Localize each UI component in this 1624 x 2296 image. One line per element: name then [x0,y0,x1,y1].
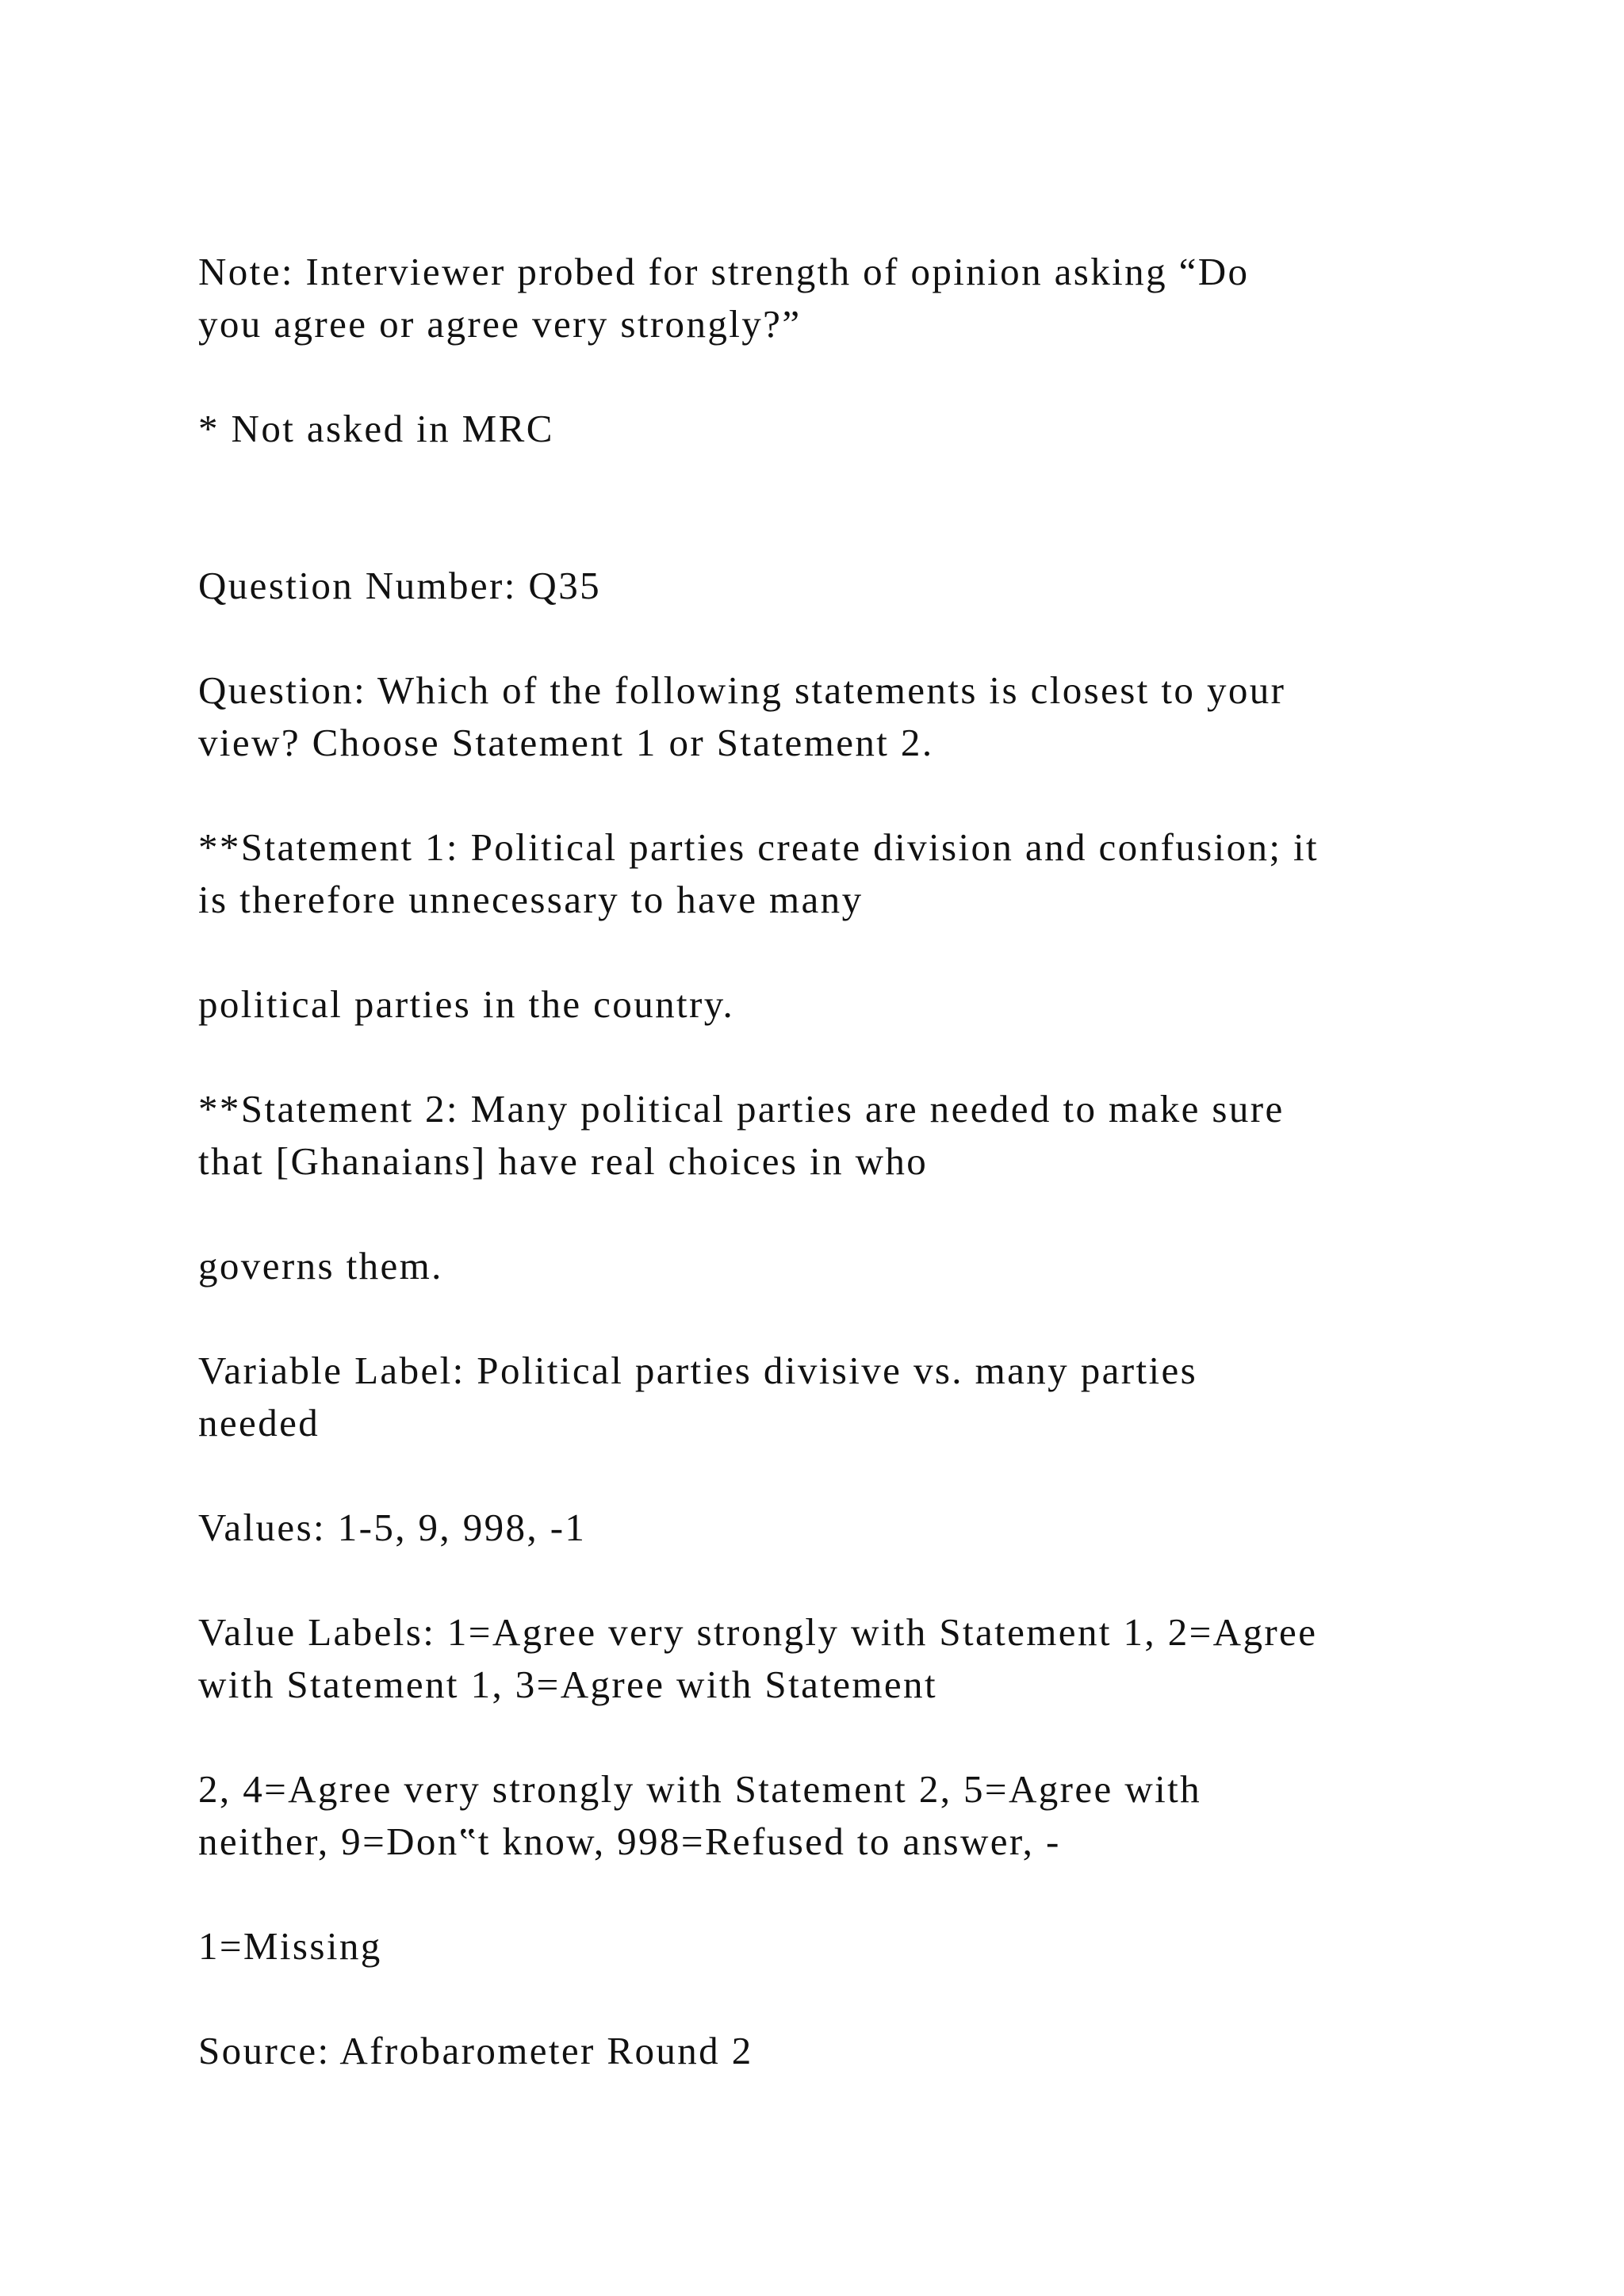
statement-1: **Statement 1: Political parties create division and confusion; it is therefore unnecessary to have many [198,825,1320,921]
note-paragraph: Note: Interviewer probed for strength of opinion asking “Do you agree or agree very strongly?” [198,250,1250,346]
values-list: Values: 1-5, 9, 998, -1 [198,1506,587,1549]
statement-2-continued: governs them. [198,1244,443,1288]
value-labels-continued: 2, 4=Agree very strongly with Statement 2, 5=Agree with neither, 9=Don‟t know, 998=Refused to answer, - [198,1767,1202,1863]
statement-2: **Statement 2: Many political parties are needed to make sure that [Ghanaians] have real choices in who [198,1087,1285,1183]
statement-1-continued: political parties in the country. [198,982,735,1026]
document-body [198,246,1467,2077]
question-number: Question Number: Q35 [198,564,601,607]
value-labels: Value Labels: 1=Agree very strongly with Statement 1, 2=Agree with Statement 1, 3=Agree with Statement [198,1610,1318,1706]
variable-label: Variable Label: Political parties divisive vs. many parties needed [198,1349,1198,1445]
source-line: Source: Afrobarometer Round 2 [198,2029,753,2072]
value-labels-missing: 1=Missing [198,1924,382,1968]
question-text: Question: Which of the following statements is closest to your view? Choose Statement 1 or Statement 2. [198,668,1286,764]
not-asked-note: * Not asked in MRC [198,407,554,450]
